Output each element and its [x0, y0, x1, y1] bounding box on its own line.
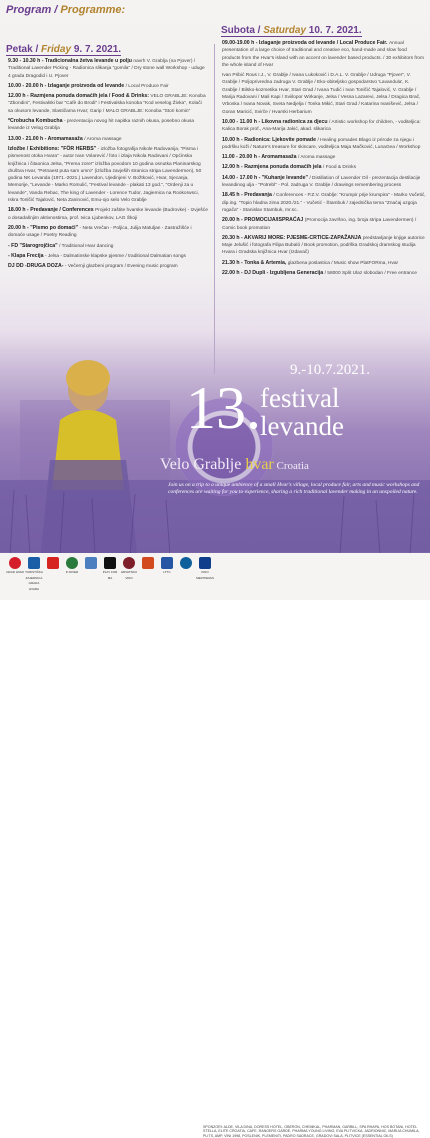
schedule-event — [8, 207, 208, 222]
event-detail: / Food & Drinks — [322, 165, 356, 171]
logo-name: TURISTIČKA ZAJEDNICA GRADA HVARA — [25, 570, 43, 591]
saturday-schedule — [222, 40, 426, 280]
friday-label-en: Friday — [41, 44, 72, 55]
friday-date: 9. 7. 2021. — [71, 44, 122, 55]
event-title: 18.45 h - Predavanja — [222, 192, 272, 199]
event-title: DJ DD -DRUGA DOZA- — [8, 263, 64, 270]
schedule-event — [222, 137, 426, 152]
saturday-label-en: Saturday — [263, 25, 307, 36]
event-detail: / Healing pomades Blago iz prirode za njegu i podršku koži / Nature's treasure for skincare, voditeljica Maja Mačković, LunaGea / Workshop — [222, 137, 421, 150]
logo-mark — [199, 557, 211, 569]
festival-word: festival — [260, 383, 340, 413]
schedule-event — [8, 253, 208, 260]
sponsor-logo — [25, 557, 43, 592]
logo-mark — [180, 557, 192, 569]
programme-label: Programme: — [60, 4, 126, 16]
friday-schedule — [8, 58, 208, 273]
event-detail: - prezentacija novog hit napitka raznih okusa, posebno okusa levande iz Velog Grablja — [8, 119, 195, 132]
event-detail: - izložba fotografija Nikole Radovanija, "Pisma i pismenost otoka Hvara" - autor Ivan Volarević / foto i izlaja Nikola Radovani / Općinska knjižnica i čitaonica Jelsa, "Prema zore!" izložba povodom 10 godina osnutka Planinarskog društva Hvar, "Petnaest puta sam umro" (izložba zavješih stranica stripa Lavendermen), 50 godina NK Levanda (1971.-2021.) Lavendon, Ujedinjeni V. Božtković, Hvar, Sjecanja, Memorije, "Levande - Marko Romulić, "Festival levande - plakati 13 god.", "Ordenji za u levande", Vanda Rebac, The king of Lavender - Lorence Tudor, Jagiemica na Rookorwsci, Iskra Tonlčić Tajalović, Neta Zaninović, Emu-ojo selo Velo Grablje — [8, 146, 202, 204]
logo-name: KINO MEDITERAN — [196, 570, 214, 580]
schedule-event — [8, 263, 208, 270]
day-saturday-heading — [221, 25, 362, 37]
sponsor-logo — [63, 557, 81, 576]
schedule-event — [222, 270, 426, 277]
event-detail: / Aroma massage — [297, 155, 336, 161]
event-title: - FD "Starogrojčica" — [8, 242, 58, 249]
event-title: Izložbe / Exhibitions: "FÖR HERBS" — [8, 145, 97, 152]
schedule-event — [8, 225, 208, 240]
event-title: 09.00-19.00 h - Izlaganje proizvoda od levande / Local Produce Fair. — [222, 40, 388, 46]
schedule-event — [222, 192, 426, 214]
event-title: 9.30 - 10.30 h - Tradicionalna žetva levande u polju — [8, 58, 132, 64]
event-title: 12.00 h - Razmjena ponuda domaćih jela / Food & Drinks: — [8, 93, 149, 100]
logo-mark — [66, 557, 78, 569]
logo-mark — [9, 557, 21, 569]
levande-word: levande — [260, 411, 344, 441]
sponsor-logo — [6, 557, 24, 576]
event-title: 13.00 - 21.00 h - Aromamasaža — [8, 135, 83, 142]
event-title: 10.00 - 20.00 h - Izlaganje proizvoda od levande — [8, 82, 125, 89]
festival-title — [260, 384, 344, 440]
schedule-event — [222, 40, 426, 69]
event-detail: navrh V. Grablja (na Pjover) / Traditional Lavender Picking - Radionica slikanja "gomila" / Dry stone wall Workshop - uduge 4 grada Dragodid i U. Pjover — [8, 59, 205, 79]
event-detail: / Aroma massage — [84, 136, 122, 142]
festival-dates: 9.-10.7.2021. — [290, 362, 370, 378]
logo-name: GRAD HVAR — [6, 570, 24, 574]
event-title: 20.30 h - AKVARIJ MORE: PJESME-CRTICE-ZAPAŽANJA — [222, 234, 362, 241]
event-detail: - Jelsa - Dalmatinske klapske pjesme / traditional Dalmatian songs — [44, 253, 186, 259]
schedule-event — [8, 58, 208, 80]
location-country: Croatia — [273, 460, 309, 472]
schedule-event — [222, 260, 426, 267]
sponsor-logos-strip — [0, 553, 430, 1138]
event-detail: / Distillation of Lavender Oil - prezentacija destilacije levandinog ulja - "Potrebl" - Pol. zadruga V. Grablje / drawings remembering process — [222, 175, 421, 189]
event-title: 10.00 h - Radionica: Ljekovite pomade — [222, 136, 316, 143]
sponsor-logo — [82, 557, 100, 570]
sponsor-logo — [177, 557, 195, 570]
event-title: 20.00 h - PROMOCIJA/ISPRAĆAJ — [222, 217, 304, 224]
sponsor-logo — [44, 557, 62, 570]
sponsor-logo — [120, 557, 138, 581]
program-label: Program / — [6, 4, 61, 16]
event-title: 20.00 h - "Pismo po domaći" — [8, 224, 79, 231]
event-detail: / 58000 Split Ulaz slobodan / Free entrance — [324, 271, 417, 277]
schedule-event — [8, 93, 208, 115]
schedule-event — [222, 164, 426, 171]
event-detail: VELO GRABLJE: Konoba "Zbondini", Festivalski bar "Cafè do Brodi" i Festivalska konoba "Kod veselog Živka", Kolači sa okusom levande, Slastičarna Hvar; Garip / MALO GRABLJE: Konoba "Stori komin" — [8, 94, 206, 114]
logo-mark — [47, 557, 59, 569]
event-detail: Ivan Pribić Rous I.J., V. Grablje / Ivana Lukoković i D.A.L. V. Grablje / Udruga "Pjover", V. Grablje / Poljoprivredna zadruga V. Grablje / Eko-obiteljsko gospodarstvo 'Lavandula', K. Grablje / Bilsko-kozmetika Hvar, Stari Grad / Ivana Tudić i Ivan Tonlčić Tajalović, V. Grablje / Marija Radovani / Mali Kapi / Sviilopor Wirkanje, Jelsa / Vesna Lazarevi, Jelsa / Dragica Brač, Vrboska / Ivana Novak, Sveta Nedjelja / Tonka Mikić, Stari Grad / Katarina Ivanišević, Jelsa / Goran Maricić, Svirče / Hvarski Herbarium — [222, 73, 421, 115]
event-detail: Projekt zaštite hvarske levande (Budrovke) - Izvješće o dosadašnjim aktivnostima, prof. Ivica Ljubenkov, LAG Škoji — [8, 208, 208, 221]
event-detail: predstavljanje knjige autorice Maje Jelušić i fotografa Filipa Bubaló / Book promotion, podrška Gradskoj dramskog studija Hvara i Gradska knjižnica Hvar (Izdavač) — [222, 235, 425, 256]
logo-mark — [28, 557, 40, 569]
event-title: *Crobucha Kombucha — [8, 118, 63, 125]
schedule-event — [222, 217, 426, 232]
schedule-event — [222, 119, 426, 134]
saturday-date: 10. 7. 2021. — [306, 25, 362, 36]
logo-mark — [161, 557, 173, 569]
schedule-event — [222, 154, 426, 161]
friday-label: Petak / — [6, 44, 42, 55]
day-friday-heading — [6, 44, 121, 56]
logo-mark — [142, 557, 154, 569]
event-title: 11.00 - 20.00 h - Aromamasaža — [222, 154, 297, 161]
event-title: 22.00 h - DJ Dupli - Izgubljena Generacija — [222, 270, 324, 277]
event-title: 14.00 - 17.00 h - "Kuhanje levande" — [222, 174, 308, 181]
event-title: 18.00 h - Predavanje / Conferences — [8, 207, 94, 214]
event-detail: / Local Produce Fair — [125, 83, 169, 89]
location-hvar: hvar — [245, 456, 274, 473]
logo-name: HRVATSKO VINO — [120, 570, 137, 580]
schedule-event — [8, 243, 208, 250]
logo-name: PLAY FOR MA — [102, 570, 118, 580]
event-title: 21.30 h - Tonka & Artemia, — [222, 259, 287, 266]
schedule-event — [8, 136, 208, 143]
logo-mark — [104, 557, 116, 569]
column-divider — [214, 44, 215, 374]
sponsor-credits: SPONZORI: ALDE, VILA DINA, DORESS HOTEL, OBERON, CHEMIKAL, PHARMAN, GARBILL, SPA RHAPA, HOS BOTANI, HOTEL STELLA, ELITE CROATIA, CAFE, RANGERS GARDE, PHARMA YOUNG LIVING, EVA PLITVICKA, JADRIONNIC, MARIJA CHUMILA, PLITS, AMP, VINI 1998, POSLENIK, PLEMENITI, PADRO SADRACE, GRADOVI SALA, PLITVICE (ESSENTIAL OILS) — [203, 1125, 420, 1138]
schedule-event — [8, 83, 208, 90]
logo-name: P.JOVER — [65, 570, 79, 574]
event-detail: / Traditional Hvar dancing — [59, 243, 114, 249]
festival-location — [160, 456, 309, 474]
event-title: 12.00 h - Razmjena ponuda domaćih jela — [222, 164, 322, 171]
event-detail: (Promocija završno, ing. broja stripa Lavendermen) / Comic book promotion — [222, 218, 417, 231]
schedule-event — [8, 118, 208, 133]
logo-mark — [85, 557, 97, 569]
event-title: 10.00 - 11.00 h - Likovna radionica za djecu — [222, 118, 328, 125]
logo-name: LTTC — [163, 570, 171, 574]
saturday-label: Subota / — [221, 25, 264, 36]
sponsor-logo — [101, 557, 119, 581]
sponsor-logo — [196, 557, 214, 581]
schedule-event — [222, 235, 426, 257]
sponsor-logo — [158, 557, 176, 576]
program-header — [6, 4, 125, 16]
location-velo-grablje: Velo Grablje — [160, 456, 246, 473]
schedule-event — [222, 72, 426, 116]
festival-number: 13. — [186, 375, 261, 441]
event-detail: - Neta Vrečan - Poljica, Julija Matuljan - Zastražišće i domaće usage / Poetry Reading — [8, 225, 192, 239]
event-detail: / Conferences - P.Z.V. Grablje: "Krumpir prije krumpira" - Marko Vučetić, dip.ing. "Topio hladna zima 2020./21." - Vučetić - Štambuk / zajednička tema "Znaćaj uzgoja rogača" - Stanislav Stambuk, mr.sc. — [222, 193, 426, 213]
event-detail: glazbena poslastica / Music show PlatFORma, Hvar — [287, 260, 399, 266]
event-detail: / Artistic workshop for children, - voditeljica: Kalica Borak prof., Ana-Marija Jakić, akad. slikarica — [222, 119, 421, 133]
event-title: - Klapa Frecija — [8, 252, 44, 259]
event-detail: - Večernji glazbeni program / Evening music program — [64, 264, 178, 270]
logo-mark — [123, 557, 135, 569]
festival-tagline: Join us on a trip to a unique ambience of a small Hvar's village, local produce fair, arts and music workshops and conferences are waiting for you to experience, sharing a rich traditional lavender making in an unspoiled nature. — [168, 482, 420, 495]
schedule-event — [222, 175, 426, 190]
schedule-event — [8, 146, 208, 204]
event-detail: Annual presentation of a large choice of traditional and creative eco, hand-made and slow food products from the Hvar's island with an accent on lavender based products. / 30 exhibitors from the whole island of Hvar — [222, 41, 424, 68]
sponsor-logo — [139, 557, 157, 570]
